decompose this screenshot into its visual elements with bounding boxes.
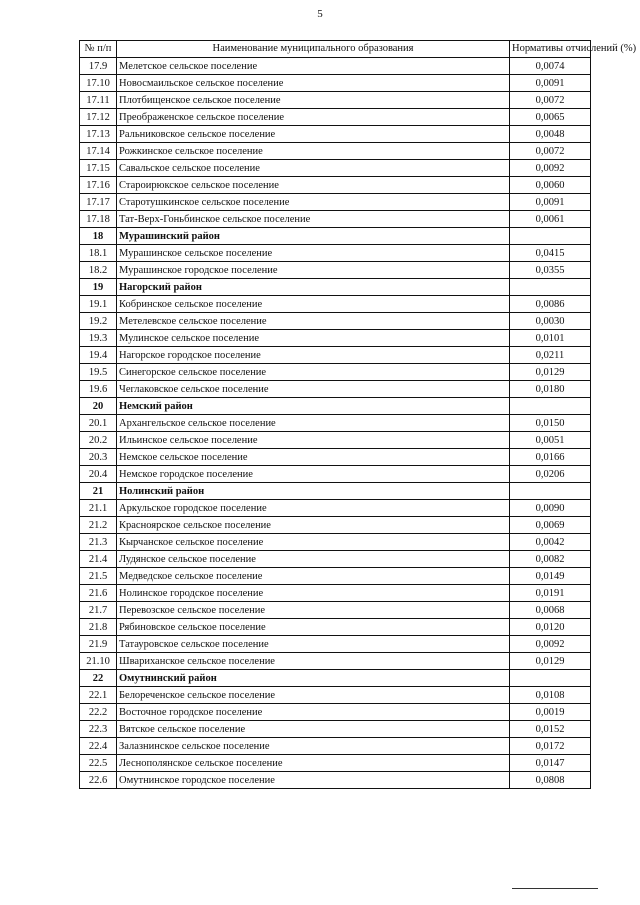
district-row	[80, 670, 591, 687]
table-row	[80, 109, 591, 126]
table-row	[80, 211, 591, 228]
row-value	[510, 398, 591, 415]
row-name: Мурашинское городское поселение	[117, 262, 510, 279]
row-number: 19.5	[80, 364, 117, 381]
row-value: 0,0211	[510, 347, 591, 364]
row-number: 21	[80, 483, 117, 500]
row-name: Медведское сельское поселение	[117, 568, 510, 585]
row-value: 0,0108	[510, 687, 591, 704]
table-row	[80, 58, 591, 75]
row-number: 20.3	[80, 449, 117, 466]
table-row	[80, 143, 591, 160]
row-number: 22.4	[80, 738, 117, 755]
row-value: 0,0065	[510, 109, 591, 126]
row-value: 0,0147	[510, 755, 591, 772]
row-value: 0,0048	[510, 126, 591, 143]
table-body	[80, 58, 591, 789]
table-row	[80, 551, 591, 568]
row-name: Омутнинский район	[117, 670, 510, 687]
row-value: 0,0082	[510, 551, 591, 568]
row-number: 21.10	[80, 653, 117, 670]
table-row	[80, 381, 591, 398]
row-number: 21.2	[80, 517, 117, 534]
row-name: Преображенское сельское поселение	[117, 109, 510, 126]
row-name: Мулинское сельское поселение	[117, 330, 510, 347]
table-row	[80, 262, 591, 279]
row-name: Восточное городское поселение	[117, 704, 510, 721]
row-name: Кырчанское сельское поселение	[117, 534, 510, 551]
table-row	[80, 755, 591, 772]
row-number: 17.18	[80, 211, 117, 228]
row-name: Ильинское сельское поселение	[117, 432, 510, 449]
row-name: Немское сельское поселение	[117, 449, 510, 466]
row-number: 20.4	[80, 466, 117, 483]
row-number: 17.10	[80, 75, 117, 92]
row-name: Кобринское сельское поселение	[117, 296, 510, 313]
row-value: 0,0150	[510, 415, 591, 432]
table-row	[80, 432, 591, 449]
table-row	[80, 194, 591, 211]
row-number: 20.2	[80, 432, 117, 449]
row-value: 0,0191	[510, 585, 591, 602]
table-row	[80, 296, 591, 313]
row-name: Мелетское сельское поселение	[117, 58, 510, 75]
row-value: 0,0415	[510, 245, 591, 262]
row-name: Лудянское сельское поселение	[117, 551, 510, 568]
row-number: 21.7	[80, 602, 117, 619]
header-value: Нормативы отчислений (%)	[510, 41, 591, 58]
row-name: Староирюкское сельское поселение	[117, 177, 510, 194]
row-value: 0,0166	[510, 449, 591, 466]
row-name: Мурашинский район	[117, 228, 510, 245]
table-row	[80, 585, 591, 602]
row-value: 0,0072	[510, 92, 591, 109]
district-row	[80, 228, 591, 245]
table-row	[80, 534, 591, 551]
row-value: 0,0149	[510, 568, 591, 585]
table-row	[80, 313, 591, 330]
row-number: 21.9	[80, 636, 117, 653]
row-name: Савальское сельское поселение	[117, 160, 510, 177]
table-row	[80, 92, 591, 109]
table-row	[80, 704, 591, 721]
table-row	[80, 160, 591, 177]
header-num: № п/п	[80, 41, 117, 58]
row-number: 21.8	[80, 619, 117, 636]
row-name: Чеглаковское сельское поселение	[117, 381, 510, 398]
row-value	[510, 670, 591, 687]
row-name: Старотушкинское сельское поселение	[117, 194, 510, 211]
row-value: 0,0129	[510, 653, 591, 670]
row-value: 0,0061	[510, 211, 591, 228]
row-name: Аркульское городское поселение	[117, 500, 510, 517]
row-number: 21.6	[80, 585, 117, 602]
row-name: Нолинское городское поселение	[117, 585, 510, 602]
table-row	[80, 466, 591, 483]
table-row	[80, 347, 591, 364]
table-row	[80, 772, 591, 789]
row-name: Плотбищенское сельское поселение	[117, 92, 510, 109]
row-number: 19.4	[80, 347, 117, 364]
district-row	[80, 398, 591, 415]
row-number: 19.3	[80, 330, 117, 347]
row-name: Леснополянское сельское поселение	[117, 755, 510, 772]
row-value: 0,0051	[510, 432, 591, 449]
row-number: 19.6	[80, 381, 117, 398]
row-number: 21.5	[80, 568, 117, 585]
row-number: 19	[80, 279, 117, 296]
row-name: Немский район	[117, 398, 510, 415]
row-name: Татауровское сельское поселение	[117, 636, 510, 653]
header-name: Наименование муниципального образования	[117, 41, 510, 58]
row-value: 0,0355	[510, 262, 591, 279]
row-value: 0,0206	[510, 466, 591, 483]
row-number: 22.2	[80, 704, 117, 721]
row-name: Нагорский район	[117, 279, 510, 296]
table-row	[80, 126, 591, 143]
district-row	[80, 483, 591, 500]
row-value: 0,0152	[510, 721, 591, 738]
table-row	[80, 245, 591, 262]
row-number: 18.1	[80, 245, 117, 262]
row-number: 17.12	[80, 109, 117, 126]
table-row	[80, 364, 591, 381]
row-value: 0,0808	[510, 772, 591, 789]
row-name: Мурашинское сельское поселение	[117, 245, 510, 262]
table-row	[80, 738, 591, 755]
row-number: 21.3	[80, 534, 117, 551]
row-number: 22.5	[80, 755, 117, 772]
table-row	[80, 568, 591, 585]
row-value: 0,0068	[510, 602, 591, 619]
row-value: 0,0101	[510, 330, 591, 347]
row-value: 0,0030	[510, 313, 591, 330]
row-name: Нолинский район	[117, 483, 510, 500]
row-name: Ральниковское сельское поселение	[117, 126, 510, 143]
footer-rule	[512, 888, 598, 889]
row-number: 19.1	[80, 296, 117, 313]
row-number: 17.9	[80, 58, 117, 75]
row-name: Нагорское городское поселение	[117, 347, 510, 364]
table-row	[80, 500, 591, 517]
row-value: 0,0072	[510, 143, 591, 160]
page-number: 5	[317, 8, 323, 20]
norms-table	[79, 40, 637, 789]
row-name: Тат-Верх-Гоньбинское сельское поселение	[117, 211, 510, 228]
row-value: 0,0092	[510, 636, 591, 653]
district-row	[80, 279, 591, 296]
row-number: 21.4	[80, 551, 117, 568]
row-number: 17.17	[80, 194, 117, 211]
row-name: Залазнинское сельское поселение	[117, 738, 510, 755]
row-name: Новосмаильское сельское поселение	[117, 75, 510, 92]
row-value	[510, 279, 591, 296]
row-number: 20	[80, 398, 117, 415]
table-row	[80, 415, 591, 432]
row-name: Метелевское сельское поселение	[117, 313, 510, 330]
row-value: 0,0019	[510, 704, 591, 721]
table-row	[80, 517, 591, 534]
row-value: 0,0129	[510, 364, 591, 381]
table-row	[80, 330, 591, 347]
row-value: 0,0074	[510, 58, 591, 75]
row-number: 22	[80, 670, 117, 687]
row-number: 17.13	[80, 126, 117, 143]
row-number: 17.16	[80, 177, 117, 194]
row-number: 17.11	[80, 92, 117, 109]
row-name: Архангельское сельское поселение	[117, 415, 510, 432]
row-name: Красноярское сельское поселение	[117, 517, 510, 534]
table-row	[80, 602, 591, 619]
table-row	[80, 75, 591, 92]
table-row	[80, 619, 591, 636]
table-header-row	[80, 41, 591, 58]
row-number: 17.15	[80, 160, 117, 177]
row-number: 19.2	[80, 313, 117, 330]
row-number: 20.1	[80, 415, 117, 432]
row-value: 0,0091	[510, 75, 591, 92]
row-number: 17.14	[80, 143, 117, 160]
row-number: 22.3	[80, 721, 117, 738]
table-row	[80, 636, 591, 653]
table-row	[80, 177, 591, 194]
row-value: 0,0090	[510, 500, 591, 517]
row-name: Немское городское поселение	[117, 466, 510, 483]
row-name: Швариханское сельское поселение	[117, 653, 510, 670]
row-name: Вятское сельское поселение	[117, 721, 510, 738]
row-value: 0,0180	[510, 381, 591, 398]
row-value: 0,0092	[510, 160, 591, 177]
row-name: Перевозское сельское поселение	[117, 602, 510, 619]
row-name: Рябиновское сельское поселение	[117, 619, 510, 636]
row-value: 0,0086	[510, 296, 591, 313]
row-number: 18.2	[80, 262, 117, 279]
row-name: Омутнинское городское поселение	[117, 772, 510, 789]
row-value: 0,0172	[510, 738, 591, 755]
row-number: 22.1	[80, 687, 117, 704]
row-number: 21.1	[80, 500, 117, 517]
row-value: 0,0042	[510, 534, 591, 551]
table-row	[80, 449, 591, 466]
row-value	[510, 483, 591, 500]
table-row	[80, 653, 591, 670]
row-value: 0,0091	[510, 194, 591, 211]
row-name: Белореченское сельское поселение	[117, 687, 510, 704]
table-row	[80, 721, 591, 738]
row-name: Синегорское сельское поселение	[117, 364, 510, 381]
row-number: 18	[80, 228, 117, 245]
row-value	[510, 228, 591, 245]
row-name: Рожкинское сельское поселение	[117, 143, 510, 160]
table-row	[80, 687, 591, 704]
row-number: 22.6	[80, 772, 117, 789]
row-value: 0,0120	[510, 619, 591, 636]
row-value: 0,0069	[510, 517, 591, 534]
row-value: 0,0060	[510, 177, 591, 194]
